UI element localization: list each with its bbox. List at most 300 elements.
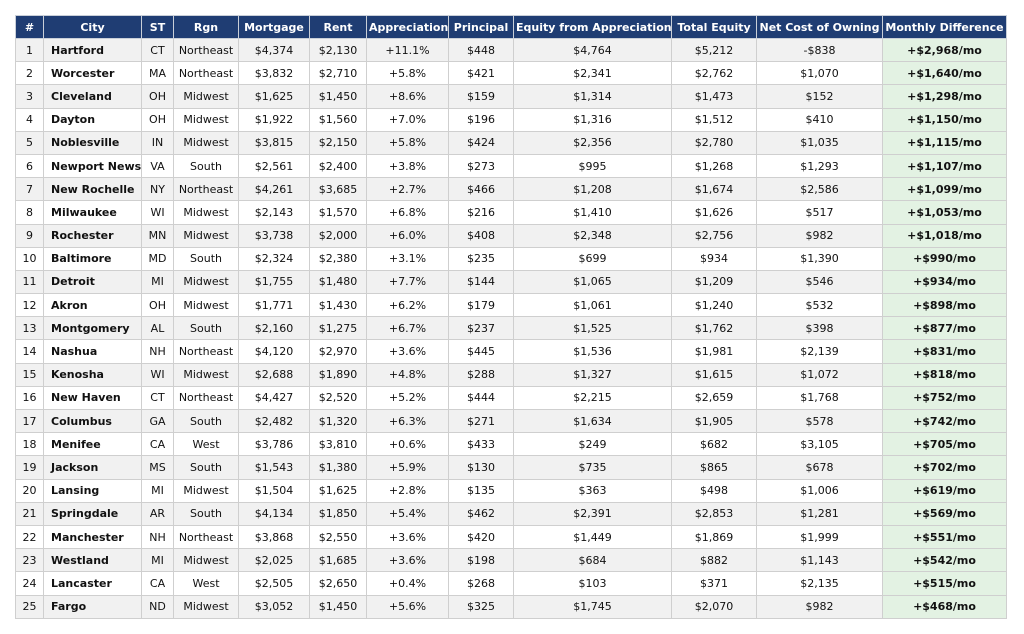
region-cell: Northeast bbox=[174, 525, 239, 548]
col-header-equity-from-appreciation[interactable]: Equity from Appreciation bbox=[514, 16, 672, 39]
rent-cell: $1,850 bbox=[310, 502, 367, 525]
principal-cell: $271 bbox=[449, 410, 514, 433]
net-cost-cell: $1,999 bbox=[757, 525, 883, 548]
mortgage-cell: $4,134 bbox=[239, 502, 310, 525]
appreciation-cell: +5.9% bbox=[367, 456, 449, 479]
rank-cell: 4 bbox=[16, 108, 44, 131]
net-cost-cell: $410 bbox=[757, 108, 883, 131]
total-equity-cell: $934 bbox=[672, 247, 757, 270]
rent-cell: $1,625 bbox=[310, 479, 367, 502]
appreciation-cell: +3.1% bbox=[367, 247, 449, 270]
region-cell: Midwest bbox=[174, 270, 239, 293]
appreciation-cell: +7.0% bbox=[367, 108, 449, 131]
region-cell: Midwest bbox=[174, 224, 239, 247]
monthly-difference-cell: +$1,640/mo bbox=[883, 62, 1007, 85]
state-cell: NY bbox=[142, 178, 174, 201]
mortgage-cell: $1,504 bbox=[239, 479, 310, 502]
state-cell: MA bbox=[142, 62, 174, 85]
city-cell: Rochester bbox=[44, 224, 142, 247]
mortgage-cell: $1,543 bbox=[239, 456, 310, 479]
region-cell: Northeast bbox=[174, 178, 239, 201]
principal-cell: $466 bbox=[449, 178, 514, 201]
rank-cell: 12 bbox=[16, 294, 44, 317]
city-cell: Menifee bbox=[44, 433, 142, 456]
mortgage-cell: $3,738 bbox=[239, 224, 310, 247]
appreciation-cell: +3.6% bbox=[367, 525, 449, 548]
table-row bbox=[16, 85, 1007, 108]
city-cell: Columbus bbox=[44, 410, 142, 433]
appreciation-cell: +3.8% bbox=[367, 154, 449, 177]
rent-cell: $1,685 bbox=[310, 549, 367, 572]
rent-cell: $1,450 bbox=[310, 85, 367, 108]
monthly-difference-cell: +$2,968/mo bbox=[883, 39, 1007, 62]
total-equity-cell: $882 bbox=[672, 549, 757, 572]
table-body bbox=[16, 39, 1007, 619]
net-cost-cell: $1,390 bbox=[757, 247, 883, 270]
city-cell: Milwaukee bbox=[44, 201, 142, 224]
mortgage-cell: $4,120 bbox=[239, 340, 310, 363]
net-cost-cell: -$838 bbox=[757, 39, 883, 62]
mortgage-cell: $1,755 bbox=[239, 270, 310, 293]
total-equity-cell: $682 bbox=[672, 433, 757, 456]
equity-from-appreciation-cell: $1,634 bbox=[514, 410, 672, 433]
appreciation-cell: +0.6% bbox=[367, 433, 449, 456]
city-cell: New Haven bbox=[44, 386, 142, 409]
state-cell: MS bbox=[142, 456, 174, 479]
region-cell: Midwest bbox=[174, 595, 239, 618]
equity-from-appreciation-cell: $1,536 bbox=[514, 340, 672, 363]
monthly-difference-cell: +$702/mo bbox=[883, 456, 1007, 479]
principal-cell: $268 bbox=[449, 572, 514, 595]
principal-cell: $408 bbox=[449, 224, 514, 247]
total-equity-cell: $1,869 bbox=[672, 525, 757, 548]
table-row bbox=[16, 108, 1007, 131]
net-cost-cell: $1,281 bbox=[757, 502, 883, 525]
col-header-state[interactable]: ST bbox=[142, 16, 174, 39]
monthly-difference-cell: +$542/mo bbox=[883, 549, 1007, 572]
table-row bbox=[16, 270, 1007, 293]
total-equity-cell: $1,512 bbox=[672, 108, 757, 131]
city-comparison-table bbox=[15, 15, 1007, 619]
state-cell: MI bbox=[142, 549, 174, 572]
equity-from-appreciation-cell: $103 bbox=[514, 572, 672, 595]
region-cell: Northeast bbox=[174, 340, 239, 363]
table-row bbox=[16, 386, 1007, 409]
mortgage-cell: $3,815 bbox=[239, 131, 310, 154]
table-row bbox=[16, 224, 1007, 247]
net-cost-cell: $1,768 bbox=[757, 386, 883, 409]
mortgage-cell: $4,427 bbox=[239, 386, 310, 409]
state-cell: CT bbox=[142, 39, 174, 62]
equity-from-appreciation-cell: $1,314 bbox=[514, 85, 672, 108]
state-cell: CA bbox=[142, 572, 174, 595]
table-row bbox=[16, 247, 1007, 270]
principal-cell: $235 bbox=[449, 247, 514, 270]
total-equity-cell: $1,674 bbox=[672, 178, 757, 201]
state-cell: VA bbox=[142, 154, 174, 177]
rent-cell: $1,890 bbox=[310, 363, 367, 386]
monthly-difference-cell: +$705/mo bbox=[883, 433, 1007, 456]
table-row bbox=[16, 502, 1007, 525]
equity-from-appreciation-cell: $684 bbox=[514, 549, 672, 572]
net-cost-cell: $1,070 bbox=[757, 62, 883, 85]
state-cell: MD bbox=[142, 247, 174, 270]
rent-cell: $2,520 bbox=[310, 386, 367, 409]
col-header-mortgage[interactable]: Mortgage bbox=[239, 16, 310, 39]
total-equity-cell: $1,615 bbox=[672, 363, 757, 386]
table-row bbox=[16, 549, 1007, 572]
state-cell: MI bbox=[142, 270, 174, 293]
rank-cell: 13 bbox=[16, 317, 44, 340]
net-cost-cell: $2,135 bbox=[757, 572, 883, 595]
region-cell: Midwest bbox=[174, 363, 239, 386]
city-cell: Newport News bbox=[44, 154, 142, 177]
net-cost-cell: $2,139 bbox=[757, 340, 883, 363]
col-header-city[interactable]: City bbox=[44, 16, 142, 39]
net-cost-cell: $546 bbox=[757, 270, 883, 293]
appreciation-cell: +5.2% bbox=[367, 386, 449, 409]
rent-cell: $1,430 bbox=[310, 294, 367, 317]
principal-cell: $130 bbox=[449, 456, 514, 479]
mortgage-cell: $3,052 bbox=[239, 595, 310, 618]
state-cell: MN bbox=[142, 224, 174, 247]
monthly-difference-cell: +$831/mo bbox=[883, 340, 1007, 363]
rank-cell: 25 bbox=[16, 595, 44, 618]
col-header-principal[interactable]: Principal bbox=[449, 16, 514, 39]
col-header-rent[interactable]: Rent bbox=[310, 16, 367, 39]
total-equity-cell: $1,473 bbox=[672, 85, 757, 108]
col-header-region[interactable]: Rgn bbox=[174, 16, 239, 39]
net-cost-cell: $1,072 bbox=[757, 363, 883, 386]
state-cell: NH bbox=[142, 340, 174, 363]
region-cell: Midwest bbox=[174, 108, 239, 131]
rent-cell: $2,400 bbox=[310, 154, 367, 177]
rent-cell: $1,480 bbox=[310, 270, 367, 293]
principal-cell: $198 bbox=[449, 549, 514, 572]
mortgage-cell: $1,771 bbox=[239, 294, 310, 317]
region-cell: Midwest bbox=[174, 201, 239, 224]
total-equity-cell: $2,780 bbox=[672, 131, 757, 154]
principal-cell: $462 bbox=[449, 502, 514, 525]
rent-cell: $1,320 bbox=[310, 410, 367, 433]
principal-cell: $420 bbox=[449, 525, 514, 548]
table-row bbox=[16, 62, 1007, 85]
city-cell: Fargo bbox=[44, 595, 142, 618]
city-cell: Baltimore bbox=[44, 247, 142, 270]
region-cell: South bbox=[174, 154, 239, 177]
state-cell: WI bbox=[142, 363, 174, 386]
total-equity-cell: $2,070 bbox=[672, 595, 757, 618]
equity-from-appreciation-cell: $2,348 bbox=[514, 224, 672, 247]
mortgage-cell: $1,922 bbox=[239, 108, 310, 131]
rank-cell: 21 bbox=[16, 502, 44, 525]
monthly-difference-cell: +$752/mo bbox=[883, 386, 1007, 409]
region-cell: South bbox=[174, 247, 239, 270]
rank-cell: 17 bbox=[16, 410, 44, 433]
city-cell: Manchester bbox=[44, 525, 142, 548]
equity-from-appreciation-cell: $699 bbox=[514, 247, 672, 270]
principal-cell: $288 bbox=[449, 363, 514, 386]
city-cell: Cleveland bbox=[44, 85, 142, 108]
table-row bbox=[16, 479, 1007, 502]
rank-cell: 19 bbox=[16, 456, 44, 479]
rank-cell: 5 bbox=[16, 131, 44, 154]
principal-cell: $237 bbox=[449, 317, 514, 340]
city-cell: New Rochelle bbox=[44, 178, 142, 201]
total-equity-cell: $1,240 bbox=[672, 294, 757, 317]
net-cost-cell: $1,293 bbox=[757, 154, 883, 177]
equity-from-appreciation-cell: $2,215 bbox=[514, 386, 672, 409]
table-row bbox=[16, 363, 1007, 386]
monthly-difference-cell: +$1,150/mo bbox=[883, 108, 1007, 131]
rank-cell: 3 bbox=[16, 85, 44, 108]
col-header-monthly-difference[interactable]: Monthly Difference bbox=[883, 16, 1007, 39]
principal-cell: $135 bbox=[449, 479, 514, 502]
region-cell: Midwest bbox=[174, 549, 239, 572]
state-cell: OH bbox=[142, 294, 174, 317]
equity-from-appreciation-cell: $1,525 bbox=[514, 317, 672, 340]
appreciation-cell: +0.4% bbox=[367, 572, 449, 595]
col-header-net-cost[interactable]: Net Cost of Owning bbox=[757, 16, 883, 39]
col-header-total-equity[interactable]: Total Equity bbox=[672, 16, 757, 39]
total-equity-cell: $2,853 bbox=[672, 502, 757, 525]
city-cell: Kenosha bbox=[44, 363, 142, 386]
city-cell: Westland bbox=[44, 549, 142, 572]
appreciation-cell: +3.6% bbox=[367, 340, 449, 363]
region-cell: Midwest bbox=[174, 294, 239, 317]
region-cell: South bbox=[174, 410, 239, 433]
net-cost-cell: $152 bbox=[757, 85, 883, 108]
total-equity-cell: $865 bbox=[672, 456, 757, 479]
region-cell: South bbox=[174, 317, 239, 340]
state-cell: NH bbox=[142, 525, 174, 548]
net-cost-cell: $982 bbox=[757, 595, 883, 618]
monthly-difference-cell: +$1,298/mo bbox=[883, 85, 1007, 108]
net-cost-cell: $532 bbox=[757, 294, 883, 317]
rank-cell: 23 bbox=[16, 549, 44, 572]
equity-from-appreciation-cell: $4,764 bbox=[514, 39, 672, 62]
rent-cell: $1,450 bbox=[310, 595, 367, 618]
appreciation-cell: +3.6% bbox=[367, 549, 449, 572]
monthly-difference-cell: +$1,099/mo bbox=[883, 178, 1007, 201]
principal-cell: $325 bbox=[449, 595, 514, 618]
total-equity-cell: $1,626 bbox=[672, 201, 757, 224]
equity-from-appreciation-cell: $1,327 bbox=[514, 363, 672, 386]
state-cell: AL bbox=[142, 317, 174, 340]
appreciation-cell: +2.7% bbox=[367, 178, 449, 201]
mortgage-cell: $1,625 bbox=[239, 85, 310, 108]
table-row bbox=[16, 317, 1007, 340]
city-cell: Springdale bbox=[44, 502, 142, 525]
principal-cell: $424 bbox=[449, 131, 514, 154]
rent-cell: $1,570 bbox=[310, 201, 367, 224]
net-cost-cell: $3,105 bbox=[757, 433, 883, 456]
principal-cell: $144 bbox=[449, 270, 514, 293]
state-cell: OH bbox=[142, 108, 174, 131]
principal-cell: $273 bbox=[449, 154, 514, 177]
col-header-appreciation[interactable]: Appreciation bbox=[367, 16, 449, 39]
equity-from-appreciation-cell: $249 bbox=[514, 433, 672, 456]
rank-cell: 6 bbox=[16, 154, 44, 177]
equity-from-appreciation-cell: $1,208 bbox=[514, 178, 672, 201]
equity-from-appreciation-cell: $363 bbox=[514, 479, 672, 502]
monthly-difference-cell: +$515/mo bbox=[883, 572, 1007, 595]
mortgage-cell: $2,324 bbox=[239, 247, 310, 270]
monthly-difference-cell: +$898/mo bbox=[883, 294, 1007, 317]
mortgage-cell: $2,505 bbox=[239, 572, 310, 595]
total-equity-cell: $1,981 bbox=[672, 340, 757, 363]
city-cell: Hartford bbox=[44, 39, 142, 62]
rent-cell: $2,130 bbox=[310, 39, 367, 62]
monthly-difference-cell: +$1,115/mo bbox=[883, 131, 1007, 154]
equity-from-appreciation-cell: $1,061 bbox=[514, 294, 672, 317]
principal-cell: $445 bbox=[449, 340, 514, 363]
rank-cell: 16 bbox=[16, 386, 44, 409]
monthly-difference-cell: +$877/mo bbox=[883, 317, 1007, 340]
mortgage-cell: $2,025 bbox=[239, 549, 310, 572]
region-cell: Midwest bbox=[174, 479, 239, 502]
rank-cell: 15 bbox=[16, 363, 44, 386]
region-cell: Northeast bbox=[174, 62, 239, 85]
rent-cell: $2,650 bbox=[310, 572, 367, 595]
table-row bbox=[16, 595, 1007, 618]
state-cell: IN bbox=[142, 131, 174, 154]
equity-from-appreciation-cell: $1,065 bbox=[514, 270, 672, 293]
net-cost-cell: $578 bbox=[757, 410, 883, 433]
total-equity-cell: $2,762 bbox=[672, 62, 757, 85]
table-row bbox=[16, 154, 1007, 177]
principal-cell: $216 bbox=[449, 201, 514, 224]
appreciation-cell: +5.6% bbox=[367, 595, 449, 618]
total-equity-cell: $1,268 bbox=[672, 154, 757, 177]
rank-cell: 9 bbox=[16, 224, 44, 247]
table-row bbox=[16, 294, 1007, 317]
region-cell: Midwest bbox=[174, 85, 239, 108]
table-row bbox=[16, 131, 1007, 154]
rank-cell: 11 bbox=[16, 270, 44, 293]
rank-cell: 7 bbox=[16, 178, 44, 201]
city-cell: Noblesville bbox=[44, 131, 142, 154]
table-row bbox=[16, 525, 1007, 548]
rank-cell: 1 bbox=[16, 39, 44, 62]
equity-from-appreciation-cell: $1,410 bbox=[514, 201, 672, 224]
header-row bbox=[16, 16, 1007, 39]
state-cell: CA bbox=[142, 433, 174, 456]
rent-cell: $2,000 bbox=[310, 224, 367, 247]
table-row bbox=[16, 39, 1007, 62]
monthly-difference-cell: +$1,053/mo bbox=[883, 201, 1007, 224]
state-cell: CT bbox=[142, 386, 174, 409]
table-row bbox=[16, 433, 1007, 456]
rank-cell: 20 bbox=[16, 479, 44, 502]
appreciation-cell: +6.7% bbox=[367, 317, 449, 340]
principal-cell: $179 bbox=[449, 294, 514, 317]
appreciation-cell: +4.8% bbox=[367, 363, 449, 386]
equity-from-appreciation-cell: $1,745 bbox=[514, 595, 672, 618]
total-equity-cell: $1,209 bbox=[672, 270, 757, 293]
monthly-difference-cell: +$569/mo bbox=[883, 502, 1007, 525]
appreciation-cell: +6.3% bbox=[367, 410, 449, 433]
total-equity-cell: $498 bbox=[672, 479, 757, 502]
net-cost-cell: $678 bbox=[757, 456, 883, 479]
net-cost-cell: $1,143 bbox=[757, 549, 883, 572]
rent-cell: $1,275 bbox=[310, 317, 367, 340]
region-cell: Northeast bbox=[174, 39, 239, 62]
rank-cell: 10 bbox=[16, 247, 44, 270]
monthly-difference-cell: +$551/mo bbox=[883, 525, 1007, 548]
appreciation-cell: +2.8% bbox=[367, 479, 449, 502]
total-equity-cell: $2,659 bbox=[672, 386, 757, 409]
state-cell: OH bbox=[142, 85, 174, 108]
city-cell: Akron bbox=[44, 294, 142, 317]
appreciation-cell: +6.0% bbox=[367, 224, 449, 247]
region-cell: South bbox=[174, 456, 239, 479]
equity-from-appreciation-cell: $735 bbox=[514, 456, 672, 479]
region-cell: West bbox=[174, 433, 239, 456]
table-container bbox=[15, 15, 1006, 619]
rent-cell: $1,380 bbox=[310, 456, 367, 479]
rent-cell: $2,380 bbox=[310, 247, 367, 270]
col-header-rank[interactable]: # bbox=[16, 16, 44, 39]
appreciation-cell: +8.6% bbox=[367, 85, 449, 108]
appreciation-cell: +6.8% bbox=[367, 201, 449, 224]
city-cell: Lancaster bbox=[44, 572, 142, 595]
equity-from-appreciation-cell: $995 bbox=[514, 154, 672, 177]
rank-cell: 22 bbox=[16, 525, 44, 548]
net-cost-cell: $1,006 bbox=[757, 479, 883, 502]
appreciation-cell: +5.4% bbox=[367, 502, 449, 525]
state-cell: AR bbox=[142, 502, 174, 525]
net-cost-cell: $517 bbox=[757, 201, 883, 224]
region-cell: West bbox=[174, 572, 239, 595]
city-cell: Jackson bbox=[44, 456, 142, 479]
table-row bbox=[16, 201, 1007, 224]
monthly-difference-cell: +$1,018/mo bbox=[883, 224, 1007, 247]
state-cell: WI bbox=[142, 201, 174, 224]
mortgage-cell: $4,261 bbox=[239, 178, 310, 201]
principal-cell: $448 bbox=[449, 39, 514, 62]
table-row bbox=[16, 410, 1007, 433]
monthly-difference-cell: +$619/mo bbox=[883, 479, 1007, 502]
table-row bbox=[16, 178, 1007, 201]
total-equity-cell: $5,212 bbox=[672, 39, 757, 62]
principal-cell: $421 bbox=[449, 62, 514, 85]
mortgage-cell: $2,688 bbox=[239, 363, 310, 386]
rank-cell: 18 bbox=[16, 433, 44, 456]
appreciation-cell: +11.1% bbox=[367, 39, 449, 62]
mortgage-cell: $3,832 bbox=[239, 62, 310, 85]
equity-from-appreciation-cell: $2,341 bbox=[514, 62, 672, 85]
city-cell: Nashua bbox=[44, 340, 142, 363]
net-cost-cell: $398 bbox=[757, 317, 883, 340]
rank-cell: 8 bbox=[16, 201, 44, 224]
total-equity-cell: $371 bbox=[672, 572, 757, 595]
rent-cell: $2,710 bbox=[310, 62, 367, 85]
equity-from-appreciation-cell: $2,356 bbox=[514, 131, 672, 154]
state-cell: GA bbox=[142, 410, 174, 433]
principal-cell: $433 bbox=[449, 433, 514, 456]
monthly-difference-cell: +$934/mo bbox=[883, 270, 1007, 293]
principal-cell: $196 bbox=[449, 108, 514, 131]
monthly-difference-cell: +$818/mo bbox=[883, 363, 1007, 386]
city-cell: Dayton bbox=[44, 108, 142, 131]
total-equity-cell: $2,756 bbox=[672, 224, 757, 247]
state-cell: ND bbox=[142, 595, 174, 618]
net-cost-cell: $2,586 bbox=[757, 178, 883, 201]
table-row bbox=[16, 456, 1007, 479]
region-cell: Northeast bbox=[174, 386, 239, 409]
equity-from-appreciation-cell: $1,316 bbox=[514, 108, 672, 131]
